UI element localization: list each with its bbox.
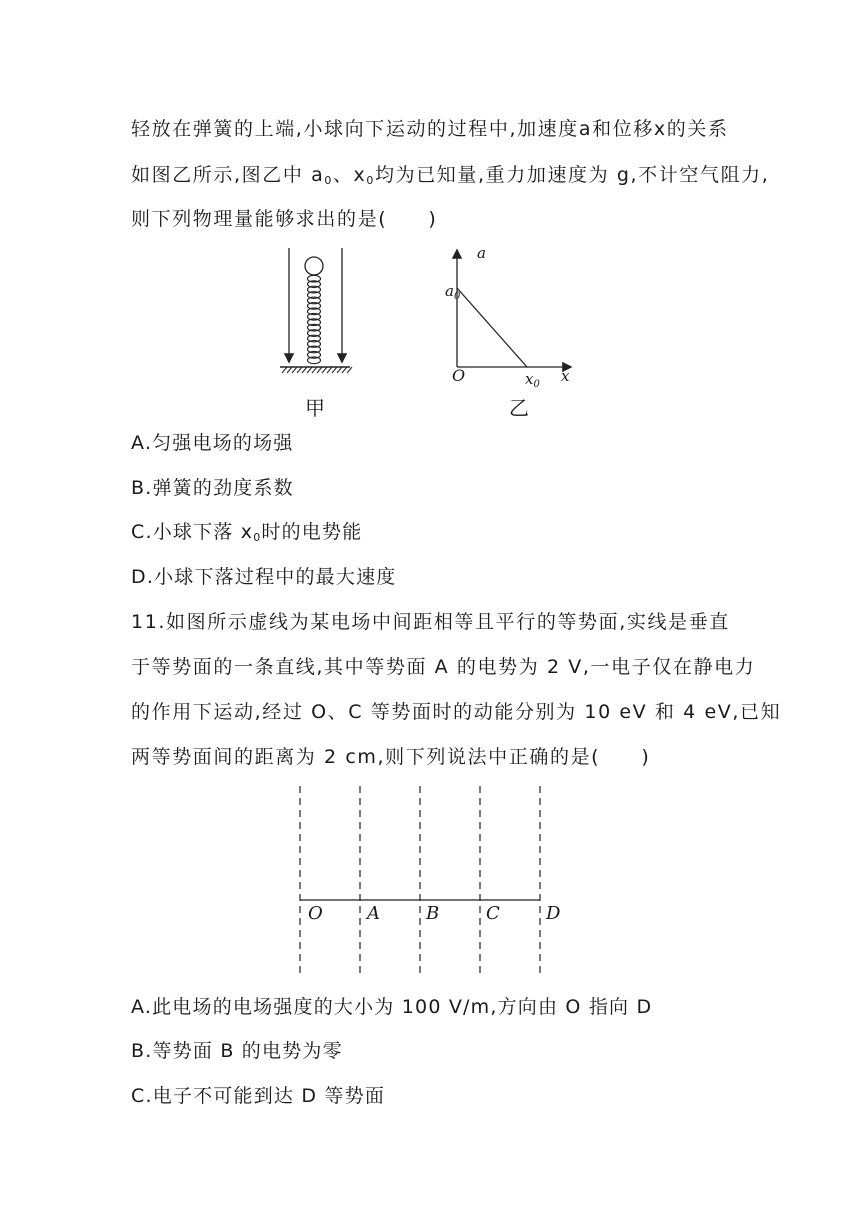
q10-option-a: A.匀强电场的场强 [131, 432, 294, 454]
label-A: A [367, 903, 380, 924]
line2-part-b: 、x [332, 164, 367, 186]
x0-label: $x_0$ [525, 370, 540, 390]
q11-line-2: 于等势面的一条直线,其中等势面 A 的电势为 2 V,一电子仅在静电力 [131, 656, 756, 678]
caption-jia: 甲 [305, 396, 325, 420]
graph-line [457, 288, 527, 367]
axis-y-label: a [477, 244, 486, 262]
ball [305, 257, 323, 275]
label-O: O [308, 903, 323, 924]
origin-label: O [452, 366, 466, 385]
paragraph-line-1: 轻放在弹簧的上端,小球向下运动的过程中,加速度a和位移x的关系 [131, 118, 729, 140]
line2-sub-2: 0 [366, 174, 375, 187]
line2-part-a: 如图乙所示,图乙中 a [131, 164, 325, 186]
a0-label: $a_0$ [445, 282, 461, 302]
paragraph-line-2 [131, 162, 769, 194]
q10-option-d: D.小球下落过程中的最大速度 [131, 566, 397, 588]
a-x-graph [457, 251, 570, 367]
q11-option-b: B.等势面 B 的电势为零 [131, 1040, 343, 1062]
label-B: B [426, 903, 440, 924]
spring-apparatus [280, 248, 352, 373]
line2-part-c: 均为已知量,重力加速度为 g,不计空气阻力, [375, 164, 770, 186]
q11-line-1: 11.如图所示虚线为某电场中间距相等且平行的等势面,实线是垂直 [131, 611, 730, 633]
q11-line-3: 的作用下运动,经过 O、C 等势面时的动能分别为 10 eV 和 4 eV,已知 [131, 701, 782, 723]
q11-option-a: A.此电场的电场强度的大小为 100 V/m,方向由 O 指向 D [131, 996, 653, 1018]
q10-option-b: B.弹簧的劲度系数 [131, 477, 294, 499]
q11-line-4: 两等势面间的距离为 2 cm,则下列说法中正确的是( ) [131, 746, 651, 768]
line2-sub-1: 0 [324, 174, 333, 187]
label-D: D [546, 903, 561, 924]
paragraph-line-3: 则下列物理量能够求出的是( ) [131, 208, 438, 230]
figure-equipotential [290, 780, 580, 980]
label-C: C [486, 903, 500, 924]
caption-yi: 乙 [509, 396, 529, 420]
q11-option-c: C.电子不可能到达 D 等势面 [131, 1085, 386, 1107]
q10-option-c: C.小球下落 $x_0$时的电势能 [131, 521, 363, 544]
axis-x-label: x [561, 367, 570, 385]
